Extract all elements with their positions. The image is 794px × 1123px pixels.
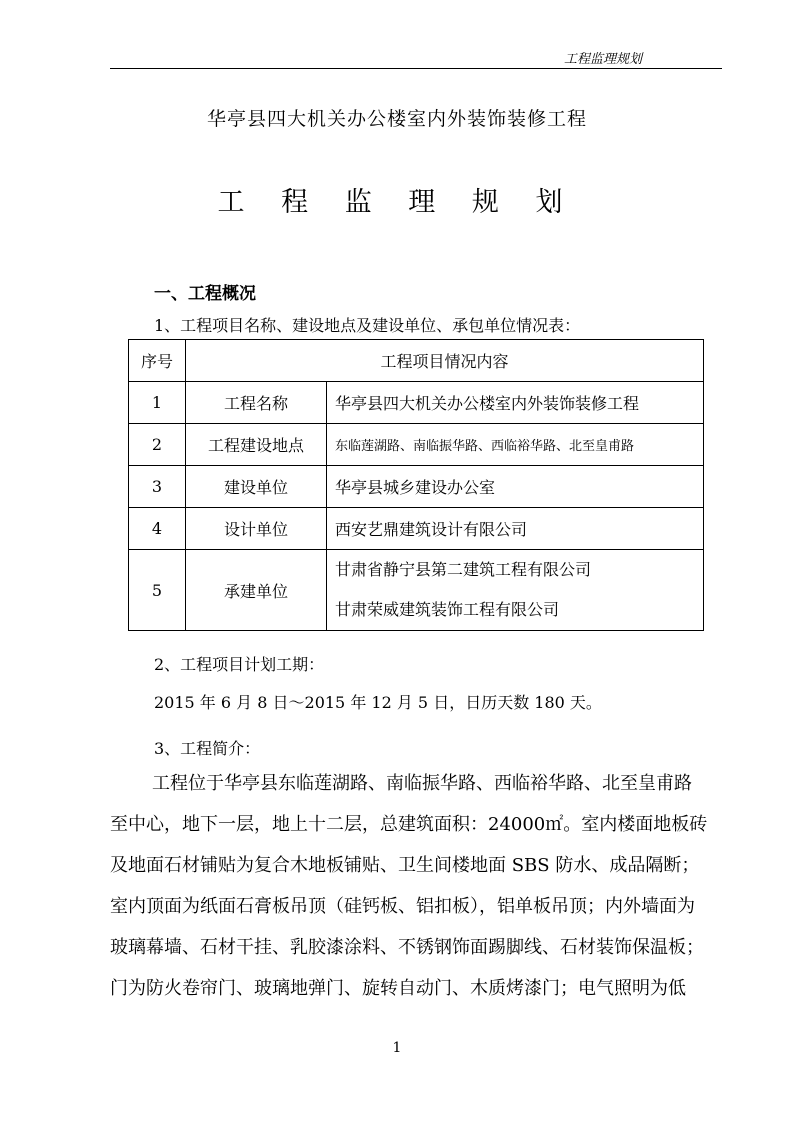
intro-line: 至中心，地下一层，地上十二层，总建筑面积：24000㎡。室内楼面地板砖 [110,814,708,835]
item2-label: 2、工程项目计划工期： [154,655,325,674]
item1-label: 1、工程项目名称、建设地点及建设单位、承包单位情况表： [154,316,581,335]
contractor-2: 甘肃荣威建筑装饰工程有限公司 [335,600,560,619]
item3-label: 3、工程简介： [154,739,261,758]
row-seq: 3 [129,466,186,508]
header-content: 工程项目情况内容 [186,340,704,382]
intro-paragraph [110,763,722,1009]
page-number: 1 [392,1040,402,1056]
header-rule [110,68,722,69]
row-seq: 4 [129,508,186,550]
row-value: 华亭县城乡建设办公室 [327,466,704,508]
row-value: 东临莲湖路、南临振华路、西临裕华路、北至皇甫路 [327,424,704,466]
row-seq: 5 [129,550,186,631]
row-value [327,550,704,631]
item2-text: 2015 年 6 月 8 日～2015 年 12 月 5 日，日历天数 180 天。 [154,693,602,712]
row-item: 工程名称 [186,382,327,424]
intro-line: 及地面石材铺贴为复合木地板铺贴、卫生间楼地面 SBS 防水、成品隔断； [110,855,700,876]
document-title: 工 程 监 理 规 划 [217,187,577,218]
row-value: 华亭县四大机关办公楼室内外装饰装修工程 [327,382,704,424]
row-item: 工程建设地点 [186,424,327,466]
header-seq: 序号 [129,340,186,382]
project-title: 华亭县四大机关办公楼室内外装饰装修工程 [206,108,587,130]
row-seq: 1 [129,382,186,424]
table-row [129,466,704,508]
running-header: 工程监理规划 [563,52,642,67]
row-item: 建设单位 [186,466,327,508]
project-info-table [128,339,704,631]
table-row [129,382,704,424]
intro-line: 门为防火卷帘门、玻璃地弹门、旋转自动门、木质烤漆门；电气照明为低 [110,978,686,999]
row-item: 承建单位 [186,550,327,631]
intro-line: 玻璃幕墙、石材干挂、乳胶漆涂料、不锈钢饰面踢脚线、石材装饰保温板； [110,937,704,958]
table-header-row [129,340,704,382]
row-seq: 2 [129,424,186,466]
table-row [129,550,704,631]
table-row [129,424,704,466]
intro-line: 工程位于华亭县东临莲湖路、南临振华路、西临裕华路、北至皇甫路 [152,773,692,794]
contractor-1: 甘肃省静宁县第二建筑工程有限公司 [335,560,592,579]
intro-line: 室内顶面为纸面石膏板吊顶（硅钙板、铝扣板），铝单板吊顶；内外墙面为 [110,896,695,917]
row-value: 西安艺鼎建筑设计有限公司 [327,508,704,550]
section-heading: 一、工程概况 [154,284,256,304]
row-item: 设计单位 [186,508,327,550]
table-row [129,508,704,550]
